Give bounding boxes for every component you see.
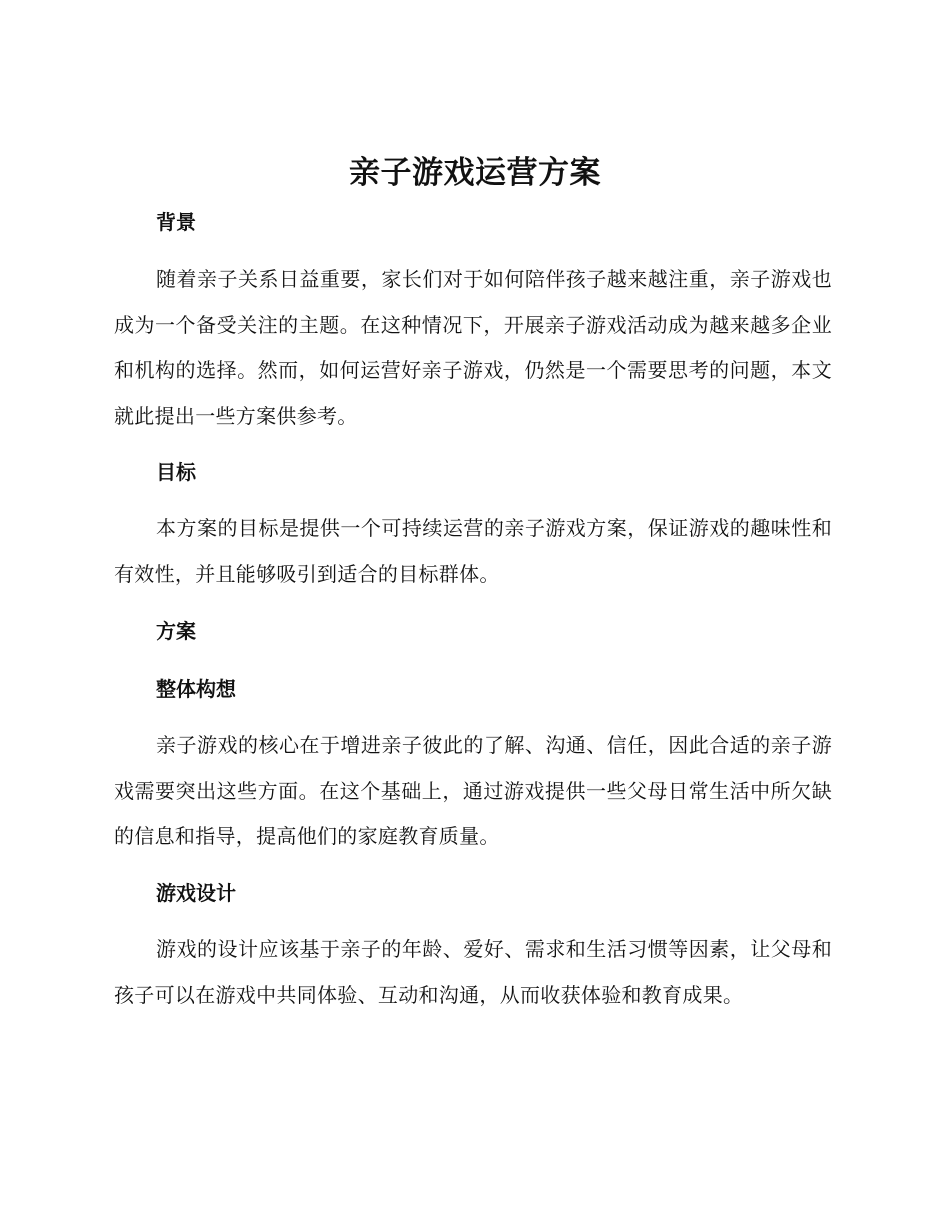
- section-heading-game-design: 游戏设计: [156, 881, 236, 905]
- section-heading-background: 背景: [156, 210, 196, 234]
- document-title: 亲子游戏运营方案: [349, 155, 601, 191]
- section-heading-goal: 目标: [156, 460, 196, 484]
- section-body-overall-concept: 亲子游戏的核心在于增进亲子彼此的了解、沟通、信任，因此合适的亲子游戏需要突出这些方面。在这个基础上，通过游戏提供一些父母日常生活中所欠缺的信息和指导，提高他们的家庭教育质量。: [114, 733, 832, 848]
- section-body-game-design: 游戏的设计应该基于亲子的年龄、爱好、需求和生活习惯等因素，让父母和孩子可以在游戏中共同体验、互动和沟通，从而收获体验和教育成果。: [114, 937, 832, 1007]
- section-body-background: 随着亲子关系日益重要，家长们对于如何陪伴孩子越来越注重，亲子游戏也成为一个备受关注的主题。在这种情况下，开展亲子游戏活动成为越来越多企业和机构的选择。然而，如何运营好亲子游戏，仍然是一个需要思考的问题，本文就此提出一些方案供参考。: [114, 267, 832, 428]
- section-body-goal: 本方案的目标是提供一个可持续运营的亲子游戏方案，保证游戏的趣味性和有效性，并且能够吸引到适合的目标群体。: [114, 516, 832, 586]
- section-heading-plan: 方案: [156, 619, 196, 643]
- section-heading-overall-concept: 整体构想: [156, 677, 236, 701]
